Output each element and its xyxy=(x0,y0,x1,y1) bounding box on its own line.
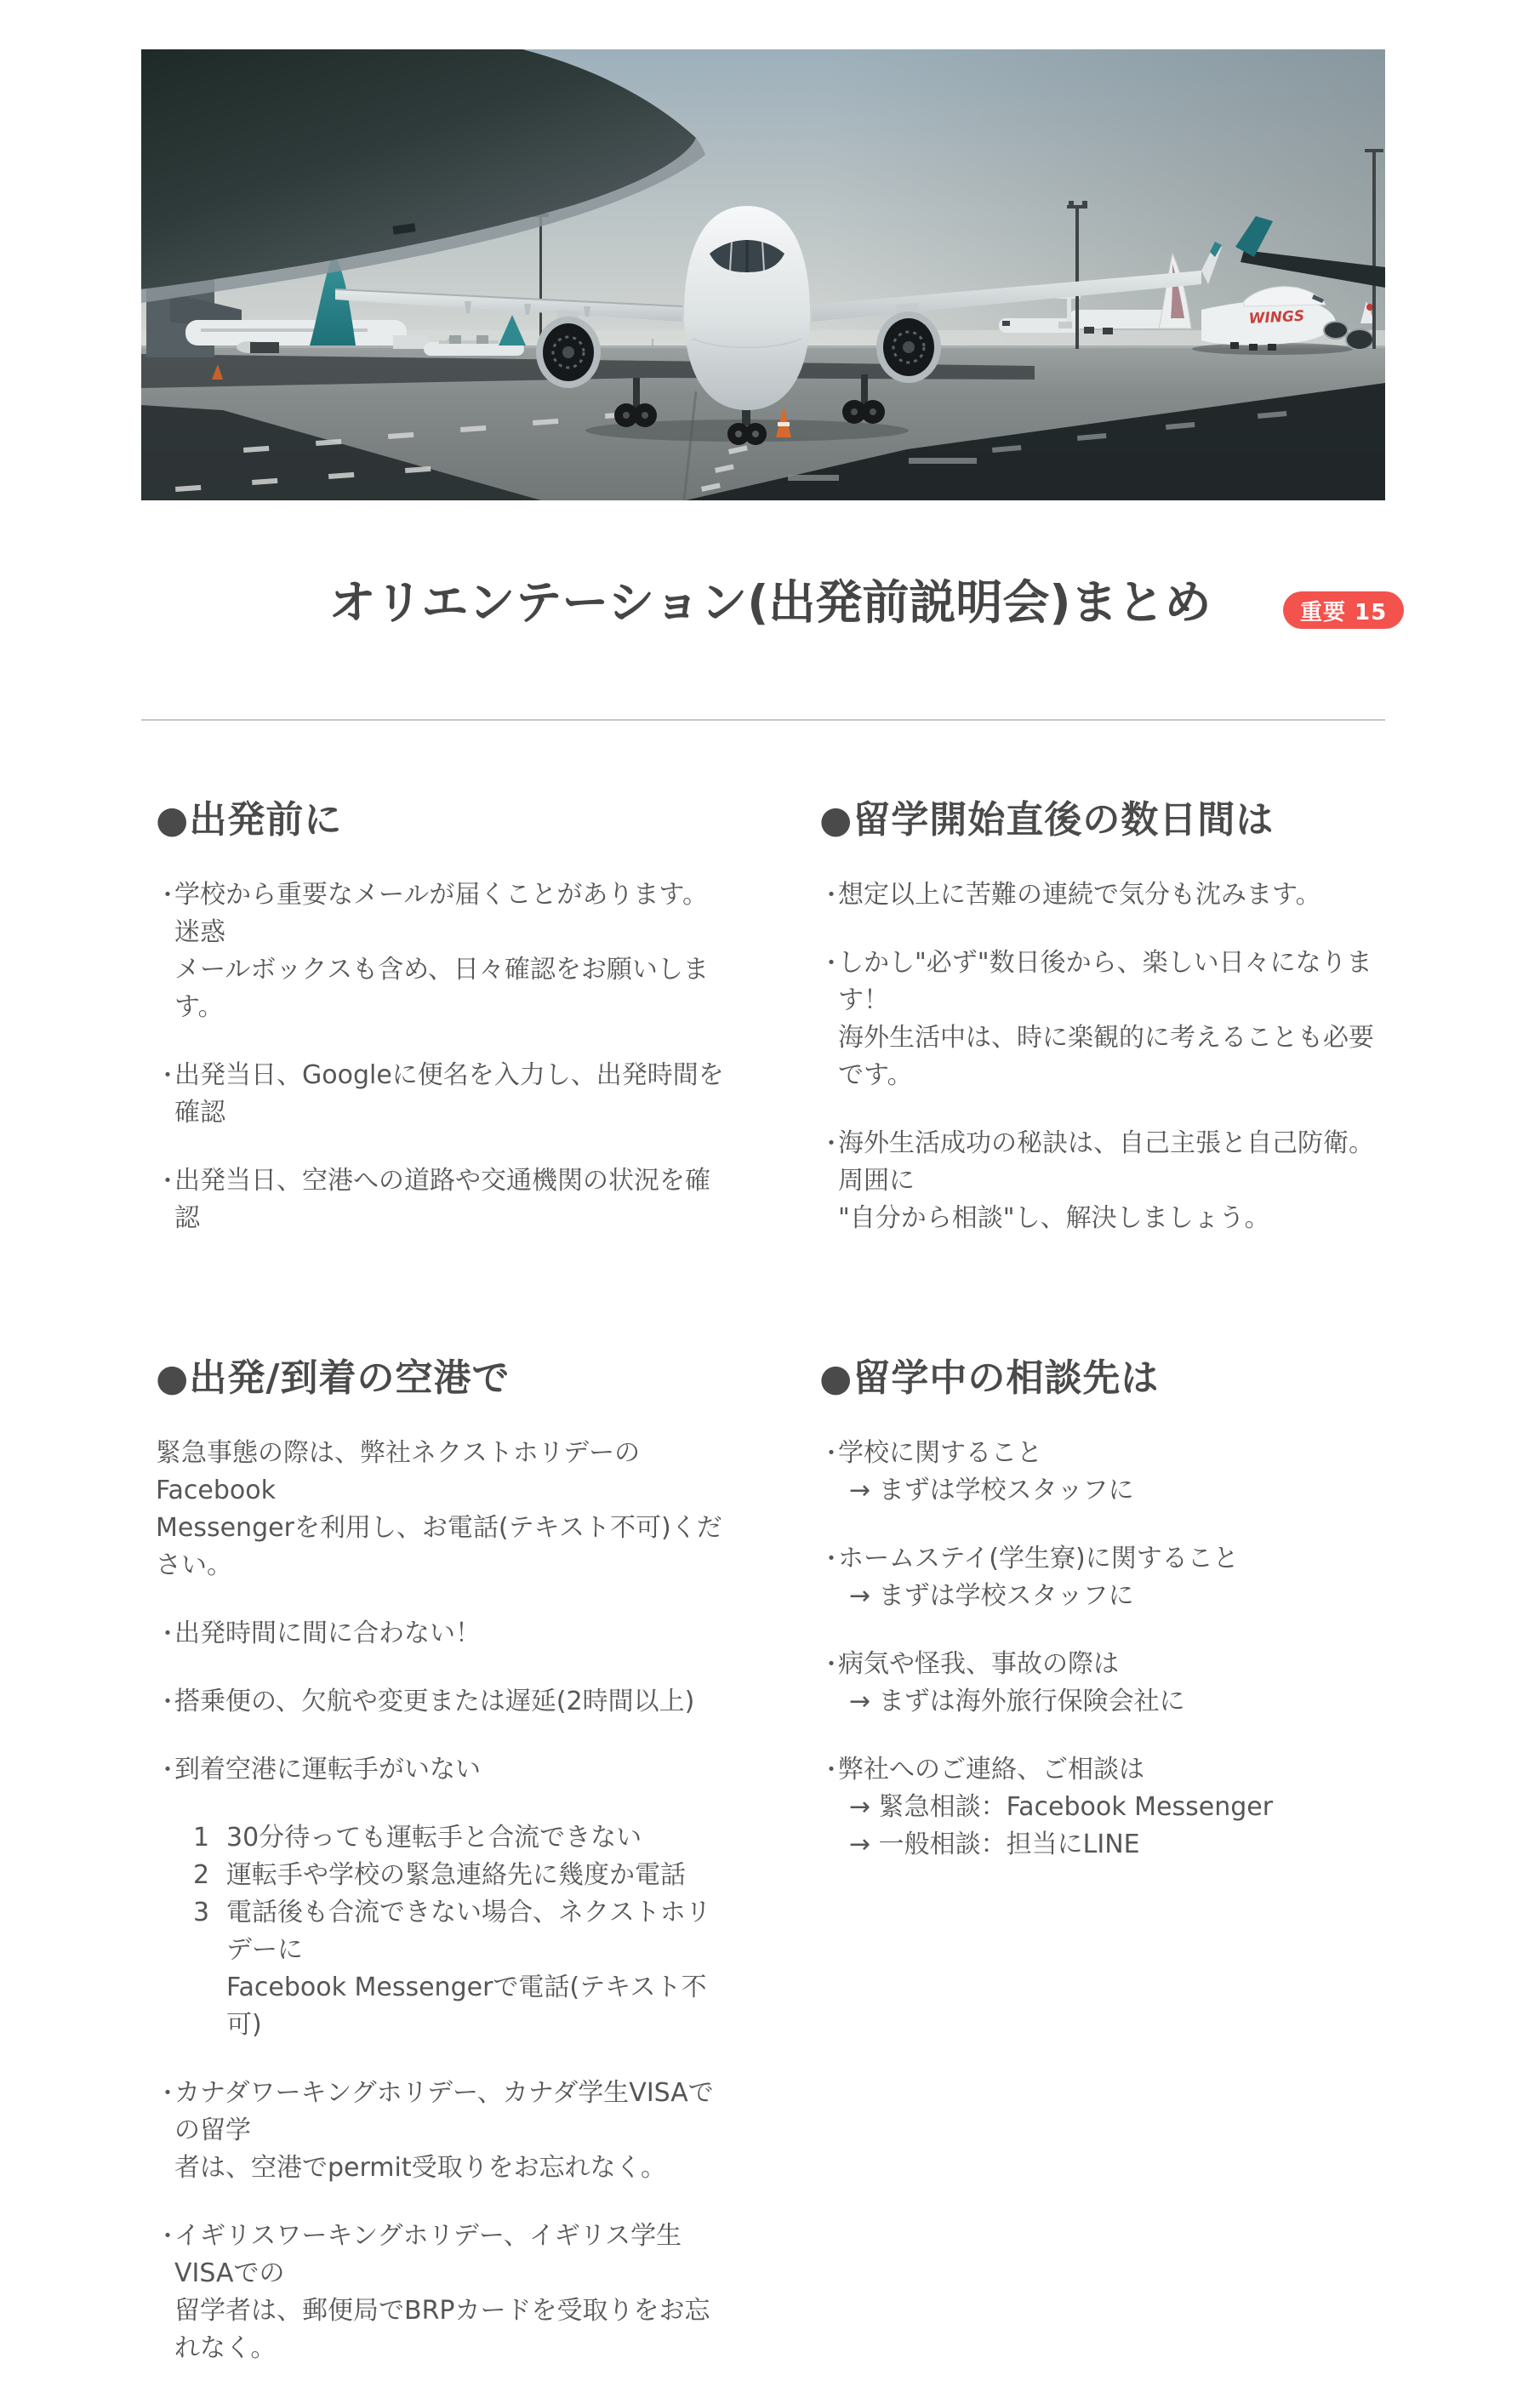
list-item-line: 病気や怪我、事故の際は xyxy=(838,1649,1119,1679)
list-item xyxy=(819,876,1391,914)
list-item-line: しかし"必ず"数日後から、楽しい日々になります！ xyxy=(838,948,1372,1015)
list-item xyxy=(819,945,1391,1094)
arrow-line: → 一般相談：担当にLINE xyxy=(849,1830,1140,1859)
list-item-line: 学校に関すること xyxy=(838,1438,1042,1468)
list-item-line: カナダワーキングホリデー、カナダ学生VISAでの留学 xyxy=(174,2078,714,2145)
bullet-marker: ・ xyxy=(819,1756,844,1784)
list-item xyxy=(156,2075,727,2187)
list-item xyxy=(156,876,727,1026)
step-line: Facebook Messengerで電話(テキスト不可) xyxy=(226,1973,707,2040)
bullet-marker: ・ xyxy=(156,1756,180,1784)
page-title: オリエンテーション(出発前説明会)まとめ xyxy=(328,575,1212,630)
list-item xyxy=(156,1615,727,1653)
section-heading-first-days: ●留学開始直後の数日間は xyxy=(819,798,1275,842)
list-item-line: メールボックスも含め、日々確認をお願いします。 xyxy=(174,955,709,1022)
bullet-marker: ・ xyxy=(156,1167,180,1195)
step-number: 1 xyxy=(193,1823,210,1853)
bullet-marker: ・ xyxy=(156,1687,180,1716)
bullet-marker: ・ xyxy=(819,1544,844,1573)
step-line: 運転手や学校の緊急連絡先に幾度か電話 xyxy=(226,1860,686,1890)
bullet-marker: ・ xyxy=(819,1650,844,1678)
list-item xyxy=(156,1683,727,1721)
list-item xyxy=(156,1162,727,1237)
bullet-marker: ・ xyxy=(156,2222,180,2250)
list-item-line: 出発時間に間に合わない！ xyxy=(174,1619,481,1648)
list-item-line: 学校から重要なメールが届くことがあります。迷惑 xyxy=(174,880,708,947)
hero-photo xyxy=(141,49,1385,500)
list-item-line: 出発当日、空港への道路や交通機関の状況を確認 xyxy=(174,1166,710,1233)
list-item-line: 想定以上に苦難の連続で気分も沈みます。 xyxy=(838,880,1321,910)
step-line: 電話後も合流できない場合、ネクストホリデーに xyxy=(226,1898,711,1965)
list-item-line: 者は、空港でpermit受取りをお忘れなく。 xyxy=(174,2153,667,2183)
list-item xyxy=(819,1540,1391,1615)
list-item-line: 搭乗便の、欠航や変更または遅延(2時間以上) xyxy=(174,1687,695,1716)
bullet-marker: ・ xyxy=(819,949,844,977)
list-item xyxy=(819,1646,1391,1721)
list-item-line: 留学者は、郵便局でBRPカードを受取りをお忘れなく。 xyxy=(174,2296,710,2363)
list-item xyxy=(819,1435,1391,1510)
list-item xyxy=(156,1057,727,1132)
paragraph-line: Messengerを利用し、お電話(テキスト不可)ください。 xyxy=(156,1513,722,1580)
arrow-line: → まずは学校スタッフに xyxy=(849,1581,1134,1611)
list-item xyxy=(819,1751,1391,1864)
arrow-line: → まずは海外旅行保険会社に xyxy=(849,1687,1185,1716)
important-badge-label: 重要 15 xyxy=(1300,599,1388,625)
bullet-marker: ・ xyxy=(156,1061,180,1089)
list-item-line: 出発当日、Googleに便名を入力し、出発時間を確認 xyxy=(174,1060,724,1128)
plane-logo-text: WINGS xyxy=(1248,307,1305,328)
list-item-line: イギリスワーキングホリデー、イギリス学生VISAでの xyxy=(174,2221,682,2288)
step-item xyxy=(193,1857,727,1894)
bullet-marker: ・ xyxy=(819,1129,844,1157)
list-item xyxy=(156,1751,727,1789)
list-item-line: 海外生活中は、時に楽観的に考えることも必要です。 xyxy=(838,1023,1374,1090)
list-item-line: 海外生活成功の秘訣は、自己主張と自己防衛。周囲に xyxy=(838,1128,1374,1196)
emergency-intro xyxy=(156,1435,727,1584)
important-badge xyxy=(1283,591,1404,629)
airport-apron-illustration xyxy=(141,49,1385,500)
bullet-marker: ・ xyxy=(156,881,180,909)
arrow-line: → まずは学校スタッフに xyxy=(849,1476,1134,1505)
list-item xyxy=(156,2218,727,2367)
step-number: 3 xyxy=(193,1898,210,1927)
step-number: 2 xyxy=(193,1860,210,1890)
step-item xyxy=(193,1894,727,2044)
arrow-line: → 緊急相談：Facebook Messenger xyxy=(849,1792,1274,1822)
list-item-line: 弊社へのご連絡、ご相談は xyxy=(838,1755,1144,1784)
list-item-line: "自分から相談"し、解決しましょう。 xyxy=(838,1203,1270,1233)
bullet-marker: ・ xyxy=(156,1619,180,1647)
step-item xyxy=(193,1819,727,1857)
left-column xyxy=(156,779,727,2398)
bullet-marker: ・ xyxy=(819,1439,844,1467)
section-heading-contacts: ●留学中の相談先は xyxy=(819,1356,1160,1400)
list-item xyxy=(819,1125,1391,1237)
divider xyxy=(141,719,1385,721)
bullet-marker: ・ xyxy=(819,881,844,909)
paragraph-line: 緊急事態の際は、弊社ネクストホリデーのFacebook xyxy=(156,1438,641,1505)
section-heading-airport: ●出発/到着の空港で xyxy=(156,1356,510,1400)
step-line: 30分待っても運転手と合流できない xyxy=(226,1823,642,1853)
right-column xyxy=(819,779,1391,1894)
numbered-steps xyxy=(156,1819,727,2044)
list-item-line: 到着空港に運転手がいない xyxy=(174,1755,481,1784)
list-item-line: ホームステイ(学生寮)に関すること xyxy=(838,1544,1239,1573)
section-heading-before-departure: ●出発前に xyxy=(156,798,343,842)
bullet-marker: ・ xyxy=(156,2079,180,2107)
